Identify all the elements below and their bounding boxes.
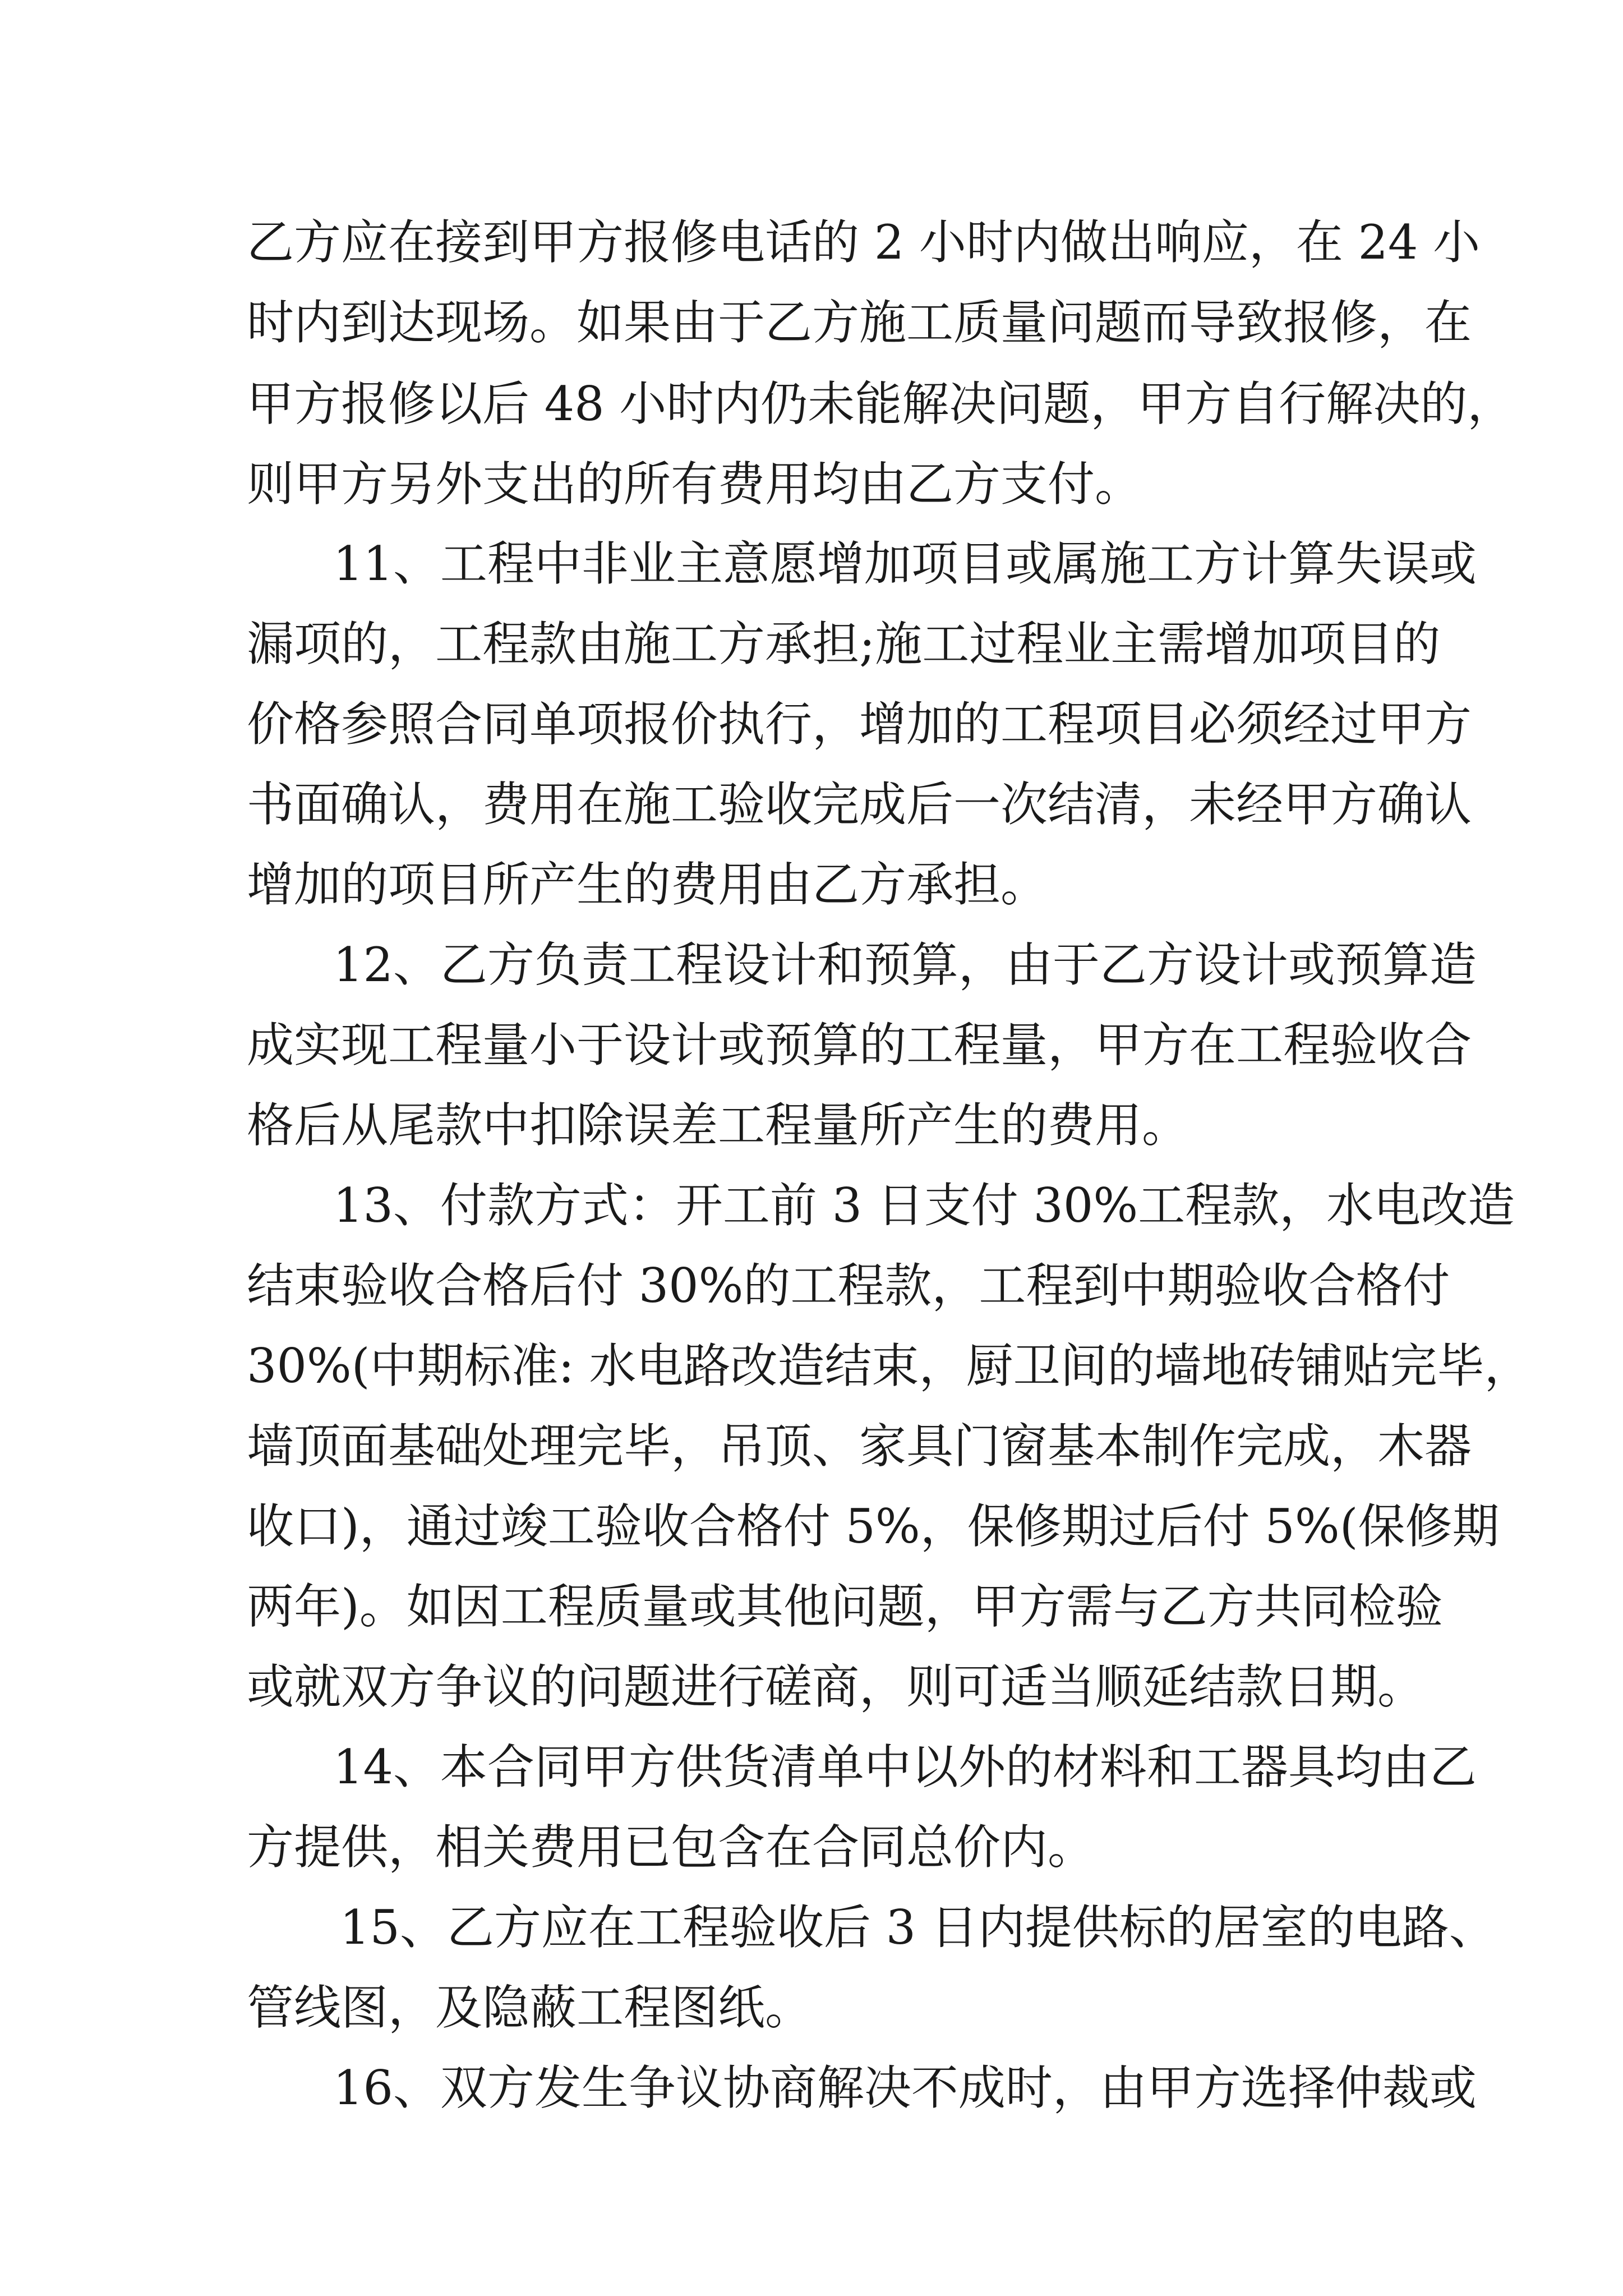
text-line: 方提供，相关费用已包含在合同总价内。 — [247, 1820, 1095, 1875]
paragraph-13-first-line: 13、付款方式：开工前 3 日支付 30%工程款，水电改造 — [333, 1178, 1515, 1233]
text-line: 书面确认，费用在施工验收完成后一次结清，未经甲方确认 — [247, 777, 1472, 832]
paragraph-15-first-line: 15、乙方应在工程验收后 3 日内提供标的居室的电路、 — [340, 1900, 1496, 1955]
text-line: 结束验收合格后付 30%的工程款，工程到中期验收合格付 — [247, 1258, 1450, 1313]
text-line: 漏项的，工程款由施工方承担;施工过程业主需增加项目的 — [247, 616, 1441, 671]
text-line: 则甲方另外支出的所有费用均由乙方支付。 — [247, 457, 1142, 512]
text-line: 管线图，及隐蔽工程图纸。 — [247, 1980, 813, 2035]
paragraph-12-first-line: 12、乙方负责工程设计和预算，由于乙方设计或预算造 — [333, 937, 1477, 992]
text-line: 或就双方争议的问题进行磋商，则可适当顺延结款日期。 — [247, 1659, 1425, 1714]
text-line: 增加的项目所产生的费用由乙方承担。 — [247, 857, 1048, 912]
text-line: 乙方应在接到甲方报修电话的 2 小时内做出响应，在 24 小 — [247, 215, 1481, 270]
text-line: 时内到达现场。如果由于乙方施工质量问题而导致报修，在 — [247, 295, 1472, 350]
text-line: 收口)，通过竣工验收合格付 5%，保修期过后付 5%(保修期 — [247, 1499, 1500, 1554]
text-line: 甲方报修以后 48 小时内仍未能解决问题，甲方自行解决的， — [247, 376, 1515, 431]
text-line: 两年)。如因工程质量或其他问题，甲方需与乙方共同检验 — [247, 1579, 1443, 1634]
text-line: 墙顶面基础处理完毕，吊顶、家具门窗基本制作完成，木器 — [247, 1419, 1472, 1474]
text-line: 价格参照合同单项报价执行，增加的工程项目必须经过甲方 — [247, 697, 1472, 752]
text-line: 格后从尾款中扣除误差工程量所产生的费用。 — [247, 1098, 1189, 1153]
paragraph-14-first-line: 14、本合同甲方供货清单中以外的材料和工器具均由乙 — [333, 1740, 1477, 1795]
text-line: 成实现工程量小于设计或预算的工程量，甲方在工程验收合 — [247, 1018, 1472, 1073]
paragraph-11-first-line: 11、工程中非业主意愿增加项目或属施工方计算失误或 — [333, 536, 1477, 591]
text-line: 30%(中期标准: 水电路改造结束，厨卫间的墙地砖铺贴完毕， — [247, 1338, 1532, 1393]
paragraph-16-first-line: 16、双方发生争议协商解决不成时，由甲方选择仲裁或 — [333, 2060, 1477, 2115]
